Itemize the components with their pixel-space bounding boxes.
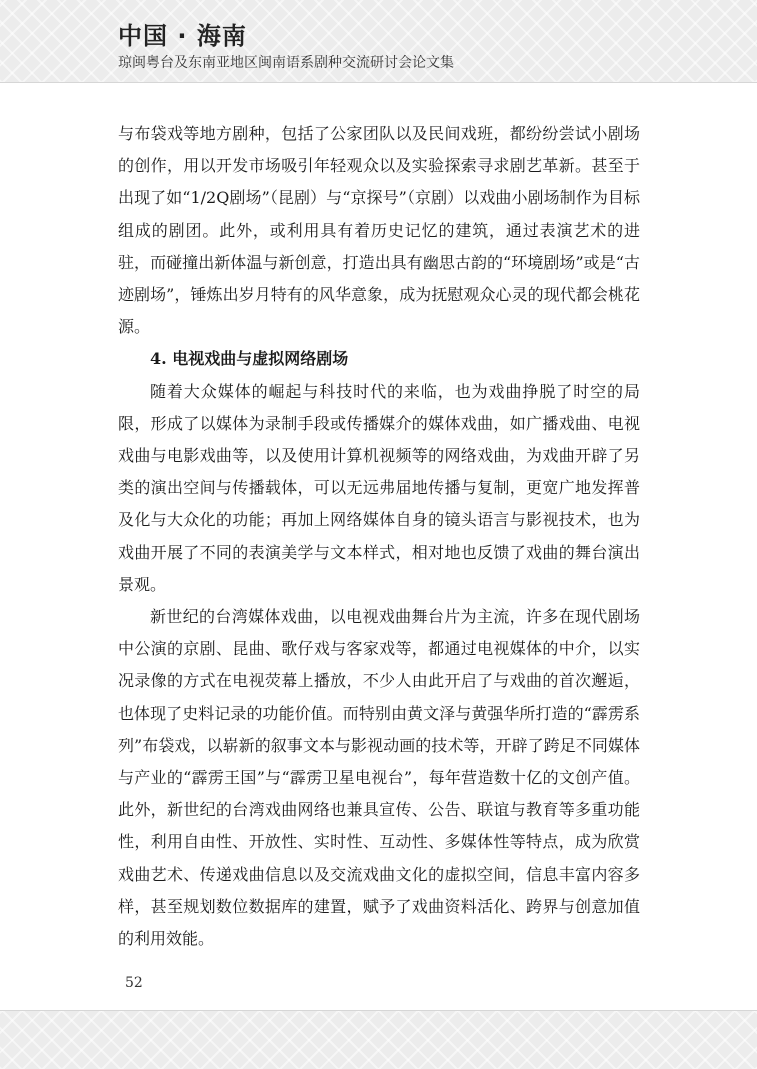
header-banner [0,0,757,83]
section-heading: 4. 电视戏曲与虚拟网络剧场 [150,349,349,369]
book-subtitle: 琼闽粤台及东南亚地区闽南语系剧种交流研讨会论文集 [118,55,454,71]
book-title: 中国 · 海南 [118,22,247,50]
page-number: 52 [125,975,143,991]
body-paragraph: 新世纪的台湾媒体戏曲，以电视戏曲舞台片为主流，许多在现代剧场中公演的京剧、昆曲、歌仔戏与客家戏等，都通过电视媒体的中介，以实况录像的方式在电视荧幕上播放，不少人由此开启了与戏曲的首次邂逅，也体现了史料记录的功能价值。而特别由黄文泽与黄强华所打造的“霹雳系列”布袋戏，以崭新的叙事文本与影视动画的技术等，开辟了跨足不同媒体与产业的“霹雳王国”与“霹雳卫星电视台”，每年营造数十亿的文创产值。此外，新世纪的台湾戏曲网络也兼具宣传、公告、联谊与教育等多重功能性，利用自由性、开放性、实时性、互动性、多媒体性等特点，成为欣赏戏曲艺术、传递戏曲信息以及交流戏曲文化的虚拟空间，信息丰富内容多样，甚至规划数位数据库的建置，赋予了戏曲资料活化、跨界与创意加值的利用效能。 [118,607,640,949]
footer-banner [0,1010,757,1069]
body-paragraph: 随着大众媒体的崛起与科技时代的来临，也为戏曲挣脱了时空的局限，形成了以媒体为录制手段或传播媒介的媒体戏曲，如广播戏曲、电视戏曲与电影戏曲等，以及使用计算机视频等的网络戏曲，为戏曲开辟了另类的演出空间与传播载体，可以无远弗届地传播与复制，更宽广地发挥普及化与大众化的功能；再加上网络媒体自身的镜头语言与影视技术，也为戏曲开展了不同的表演美学与文本样式，相对地也反馈了戏曲的舞台演出景观。 [118,381,640,594]
page-body [118,118,640,955]
body-paragraph: 与布袋戏等地方剧种，包括了公家团队以及民间戏班，都纷纷尝试小剧场的创作，用以开发市场吸引年轻观众以及实验探索寻求剧艺革新。甚至于出现了如“1/2Q剧场”（昆剧）与“京探号”（京剧）以戏曲小剧场制作为目标组成的剧团。此外，或利用具有着历史记忆的建筑，通过表演艺术的进驻，而碰撞出新体温与新创意，打造出具有幽思古韵的“环境剧场”或是“古迹剧场”，锤炼出岁月特有的风华意象，成为抚慰观众心灵的现代都会桃花源。 [118,124,640,337]
